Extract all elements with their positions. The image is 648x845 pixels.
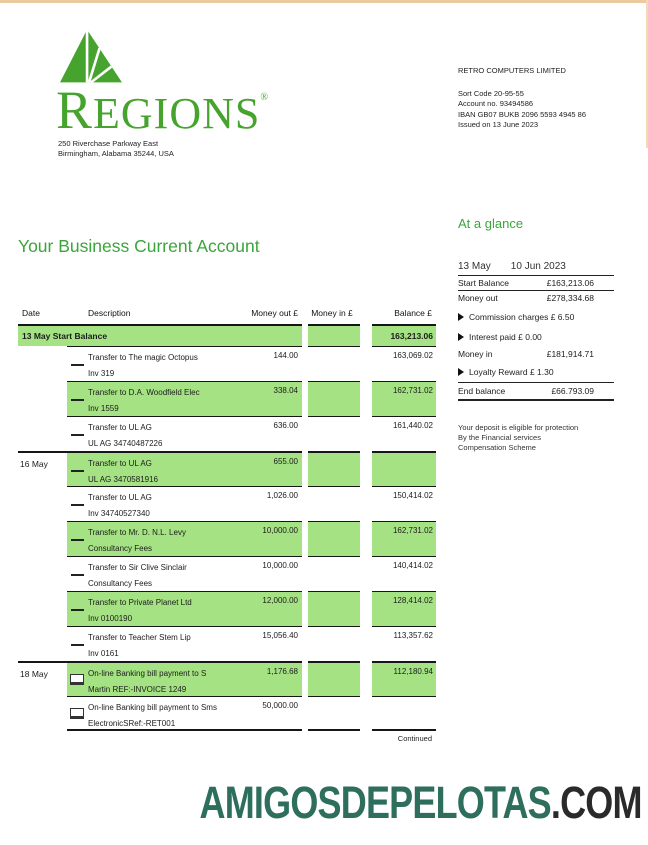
transaction-description-cell [67,416,302,451]
money-in-cell [308,416,360,451]
description-line1: Transfer to Sir Clive Sinclair [88,563,187,572]
end-balance-label: End balance [458,386,506,396]
balance-cell: 113,357.62 [372,626,436,661]
start-row-date: 13 May [22,331,51,341]
money-in-label: Money in [458,349,493,359]
description-line2: Inv 1559 [88,404,119,413]
transaction-description [88,560,187,592]
bill-payment-icon [70,708,84,719]
transaction-date-cell: 18 May [18,661,67,696]
transaction-date-cell [18,486,67,521]
interest-paid-row [458,332,614,342]
money-in-cell [308,591,360,626]
description-line1: On-line Banking bill payment to S [88,669,207,678]
transaction-description [88,420,162,452]
balance-cell: 150,414.02 [372,486,436,521]
description-line2: Inv 0161 [88,649,119,658]
money-out-value: 10,000.00 [262,526,298,535]
note-line3: Compensation Scheme [458,443,536,452]
description-line1: Transfer to Private Planet Ltd [88,598,192,607]
period-start-date: 13 May [458,261,491,272]
description-line2: Inv 34740527340 [88,509,150,518]
money-in-cell [308,626,360,661]
description-line1: Transfer to UL AG [88,423,152,432]
commission-charges-row [458,312,614,322]
balance-cell [372,696,436,731]
transaction-row [18,451,436,486]
transaction-date-cell [18,591,67,626]
money-out-value: 144.00 [273,351,298,360]
registered-trademark-symbol: ® [260,92,268,103]
money-in-cell [308,486,360,521]
money-out-value: 636.00 [273,421,298,430]
page-top-edge [0,0,648,3]
table-header [18,306,436,324]
end-balance-value: £66.793.09 [551,386,594,396]
statement-period [458,261,614,276]
transaction-description-cell [67,451,302,486]
transaction-row [18,696,436,731]
continued-label: Continued [397,734,432,743]
transaction-description [88,700,217,732]
description-line2: ElectronicSRef:-RET001 [88,719,176,728]
money-in-cell [308,556,360,591]
transaction-date-cell: 16 May [18,451,67,486]
transaction-description-cell [67,661,302,696]
description-line1: Transfer to Teacher Stem Lip [88,633,191,642]
balance-cell: 163,069.02 [372,346,436,381]
at-a-glance-heading: At a glance [458,216,524,231]
transactions-table [18,306,436,743]
arrow-bullet-icon [458,313,464,321]
watermark-main-text: AMIGOSDEPELOTAS [199,777,552,828]
account-holder-block [458,66,586,131]
column-header-money-in: Money in £ [311,308,353,318]
transfer-icon [71,470,84,472]
transaction-description-cell [67,486,302,521]
money-in-row [458,347,614,361]
transaction-description-cell [67,696,302,731]
transfer-icon [71,609,84,611]
transaction-description-cell [67,521,302,556]
bank-address-line2: Birmingham, Alabama 35244, USA [58,149,174,158]
transaction-description [88,456,158,488]
site-watermark [200,777,642,829]
watermark-suffix-text: .COM [551,777,642,828]
money-out-row [458,291,614,305]
balance-cell: 140,414.02 [372,556,436,591]
iban: IBAN GB07 BUKB 2096 5593 4945 86 [458,109,587,119]
transaction-row [18,346,436,381]
money-out-label: Money out [458,293,498,303]
transaction-description-cell [67,381,302,416]
description-line2: Martin REF:-INVOICE 1249 [88,685,187,694]
arrow-bullet-icon [458,368,464,376]
loyalty-reward-row [458,367,614,377]
transaction-description [88,630,191,662]
money-out-value: £278,334.68 [546,293,594,303]
start-balance-table-row [18,324,436,346]
money-in-cell [308,346,360,381]
description-line2: UL AG 34740487226 [88,439,163,448]
money-in-cell [308,696,360,731]
deposit-protection-note [458,423,614,453]
money-out-value: 655.00 [273,457,298,466]
balance-cell: 162,731.02 [372,381,436,416]
balance-cell: 128,414.02 [372,591,436,626]
transaction-row [18,556,436,591]
description-line2: Inv 0100190 [88,614,133,623]
loyalty-reward-text: Loyalty Reward £ 1.30 [469,367,554,377]
description-line2: Inv 319 [88,369,115,378]
start-balance-row-label [18,324,302,346]
money-in-cell [308,661,360,696]
start-row-money-in-cell [308,324,360,346]
column-header-balance: Balance £ [394,308,432,318]
column-header-money-out: Money out £ [251,308,298,318]
money-in-cell [308,521,360,556]
transaction-description [88,350,198,382]
money-out-value: 15,056.40 [262,631,298,640]
balance-cell: 112,180.94 [372,661,436,696]
logo-initial: R [56,80,94,140]
logo-rest: EGIONS [93,89,261,138]
start-balance-value: £163,213.06 [546,278,594,288]
description-line1: Transfer to UL AG [88,493,152,502]
interest-paid-text: Interest paid £ 0.00 [469,332,542,342]
column-header-description: Description [88,308,131,318]
transfer-icon [71,504,84,506]
bank-address [58,139,174,159]
money-in-cell [308,381,360,416]
description-line2: Consultancy Fees [88,544,153,553]
transaction-description [88,490,152,522]
money-out-value: 10,000.00 [262,561,298,570]
description-line2: UL AG 3470581916 [88,475,158,484]
money-out-value: 12,000.00 [262,596,298,605]
transaction-date-cell [18,696,67,731]
money-in-cell [308,451,360,486]
transfer-icon [71,539,84,541]
description-line1: Transfer to D.A. Woodfield Elec [88,388,200,397]
description-line1: Transfer to Mr. D. N.L. Levy [88,528,186,537]
account-holder-name: RETRO COMPUTERS LIMITED [458,66,566,75]
page-title: Your Business Current Account [18,236,260,256]
transaction-date-cell [18,381,67,416]
transfer-icon [71,399,84,401]
money-in-value: £181,914.71 [546,349,594,359]
transaction-description-cell [67,556,302,591]
transaction-description [88,595,192,627]
start-row-balance-cell: 163,213.06 [372,324,436,346]
transfer-icon [71,644,84,646]
transaction-description [88,666,206,698]
commission-charges-text: Commission charges £ 6.50 [469,312,575,322]
transaction-date-cell [18,626,67,661]
issue-date: Issued on 13 June 2023 [458,120,539,129]
bank-address-line1: 250 Riverchase Parkway East [58,139,159,148]
sort-code: Sort Code 20-95-55 [458,88,524,98]
description-line1: Transfer to The magic Octopus [88,353,198,362]
transaction-description [88,385,200,417]
transaction-description-cell [67,626,302,661]
transfer-icon [71,574,84,576]
transaction-date-cell [18,521,67,556]
start-balance-label: Start Balance [458,278,510,288]
money-out-value: 338.04 [273,386,298,395]
description-line1: On-line Banking bill payment to Sms [88,703,217,712]
transaction-date-cell [18,346,67,381]
transaction-row [18,486,436,521]
transaction-description-cell [67,591,302,626]
description-line2: Consultancy Fees [88,579,153,588]
table-body [18,346,436,731]
transaction-date-cell [18,556,67,591]
transaction-row [18,521,436,556]
money-out-value: 1,176.68 [266,667,298,676]
balance-cell: 162,731.02 [372,521,436,556]
note-line2: By the Financial services [458,433,541,442]
arrow-bullet-icon [458,333,464,341]
note-line1: Your deposit is eligible for protection [458,423,579,432]
description-line1: Transfer to UL AG [88,459,152,468]
start-balance-row [458,276,614,291]
transfer-icon [71,364,84,366]
start-row-label: Start Balance [52,331,108,341]
transaction-description-cell [67,346,302,381]
balance-cell [372,451,436,486]
transaction-description [88,525,186,557]
money-out-value: 50,000.00 [262,701,298,710]
at-a-glance-panel [458,216,614,453]
transaction-row [18,381,436,416]
balance-cell: 161,440.02 [372,416,436,451]
transaction-row [18,661,436,696]
period-end-date: 10 Jun 2023 [510,261,566,272]
money-out-value: 1,026.00 [266,491,298,500]
transaction-row [18,416,436,451]
transaction-row [18,626,436,661]
transaction-row [18,591,436,626]
column-header-date: Date [22,308,40,318]
transfer-icon [71,434,84,436]
end-balance-row [458,382,614,401]
bill-payment-icon [70,674,84,685]
account-number: Account no. 93494586 [458,99,534,108]
transaction-date-cell [18,416,67,451]
